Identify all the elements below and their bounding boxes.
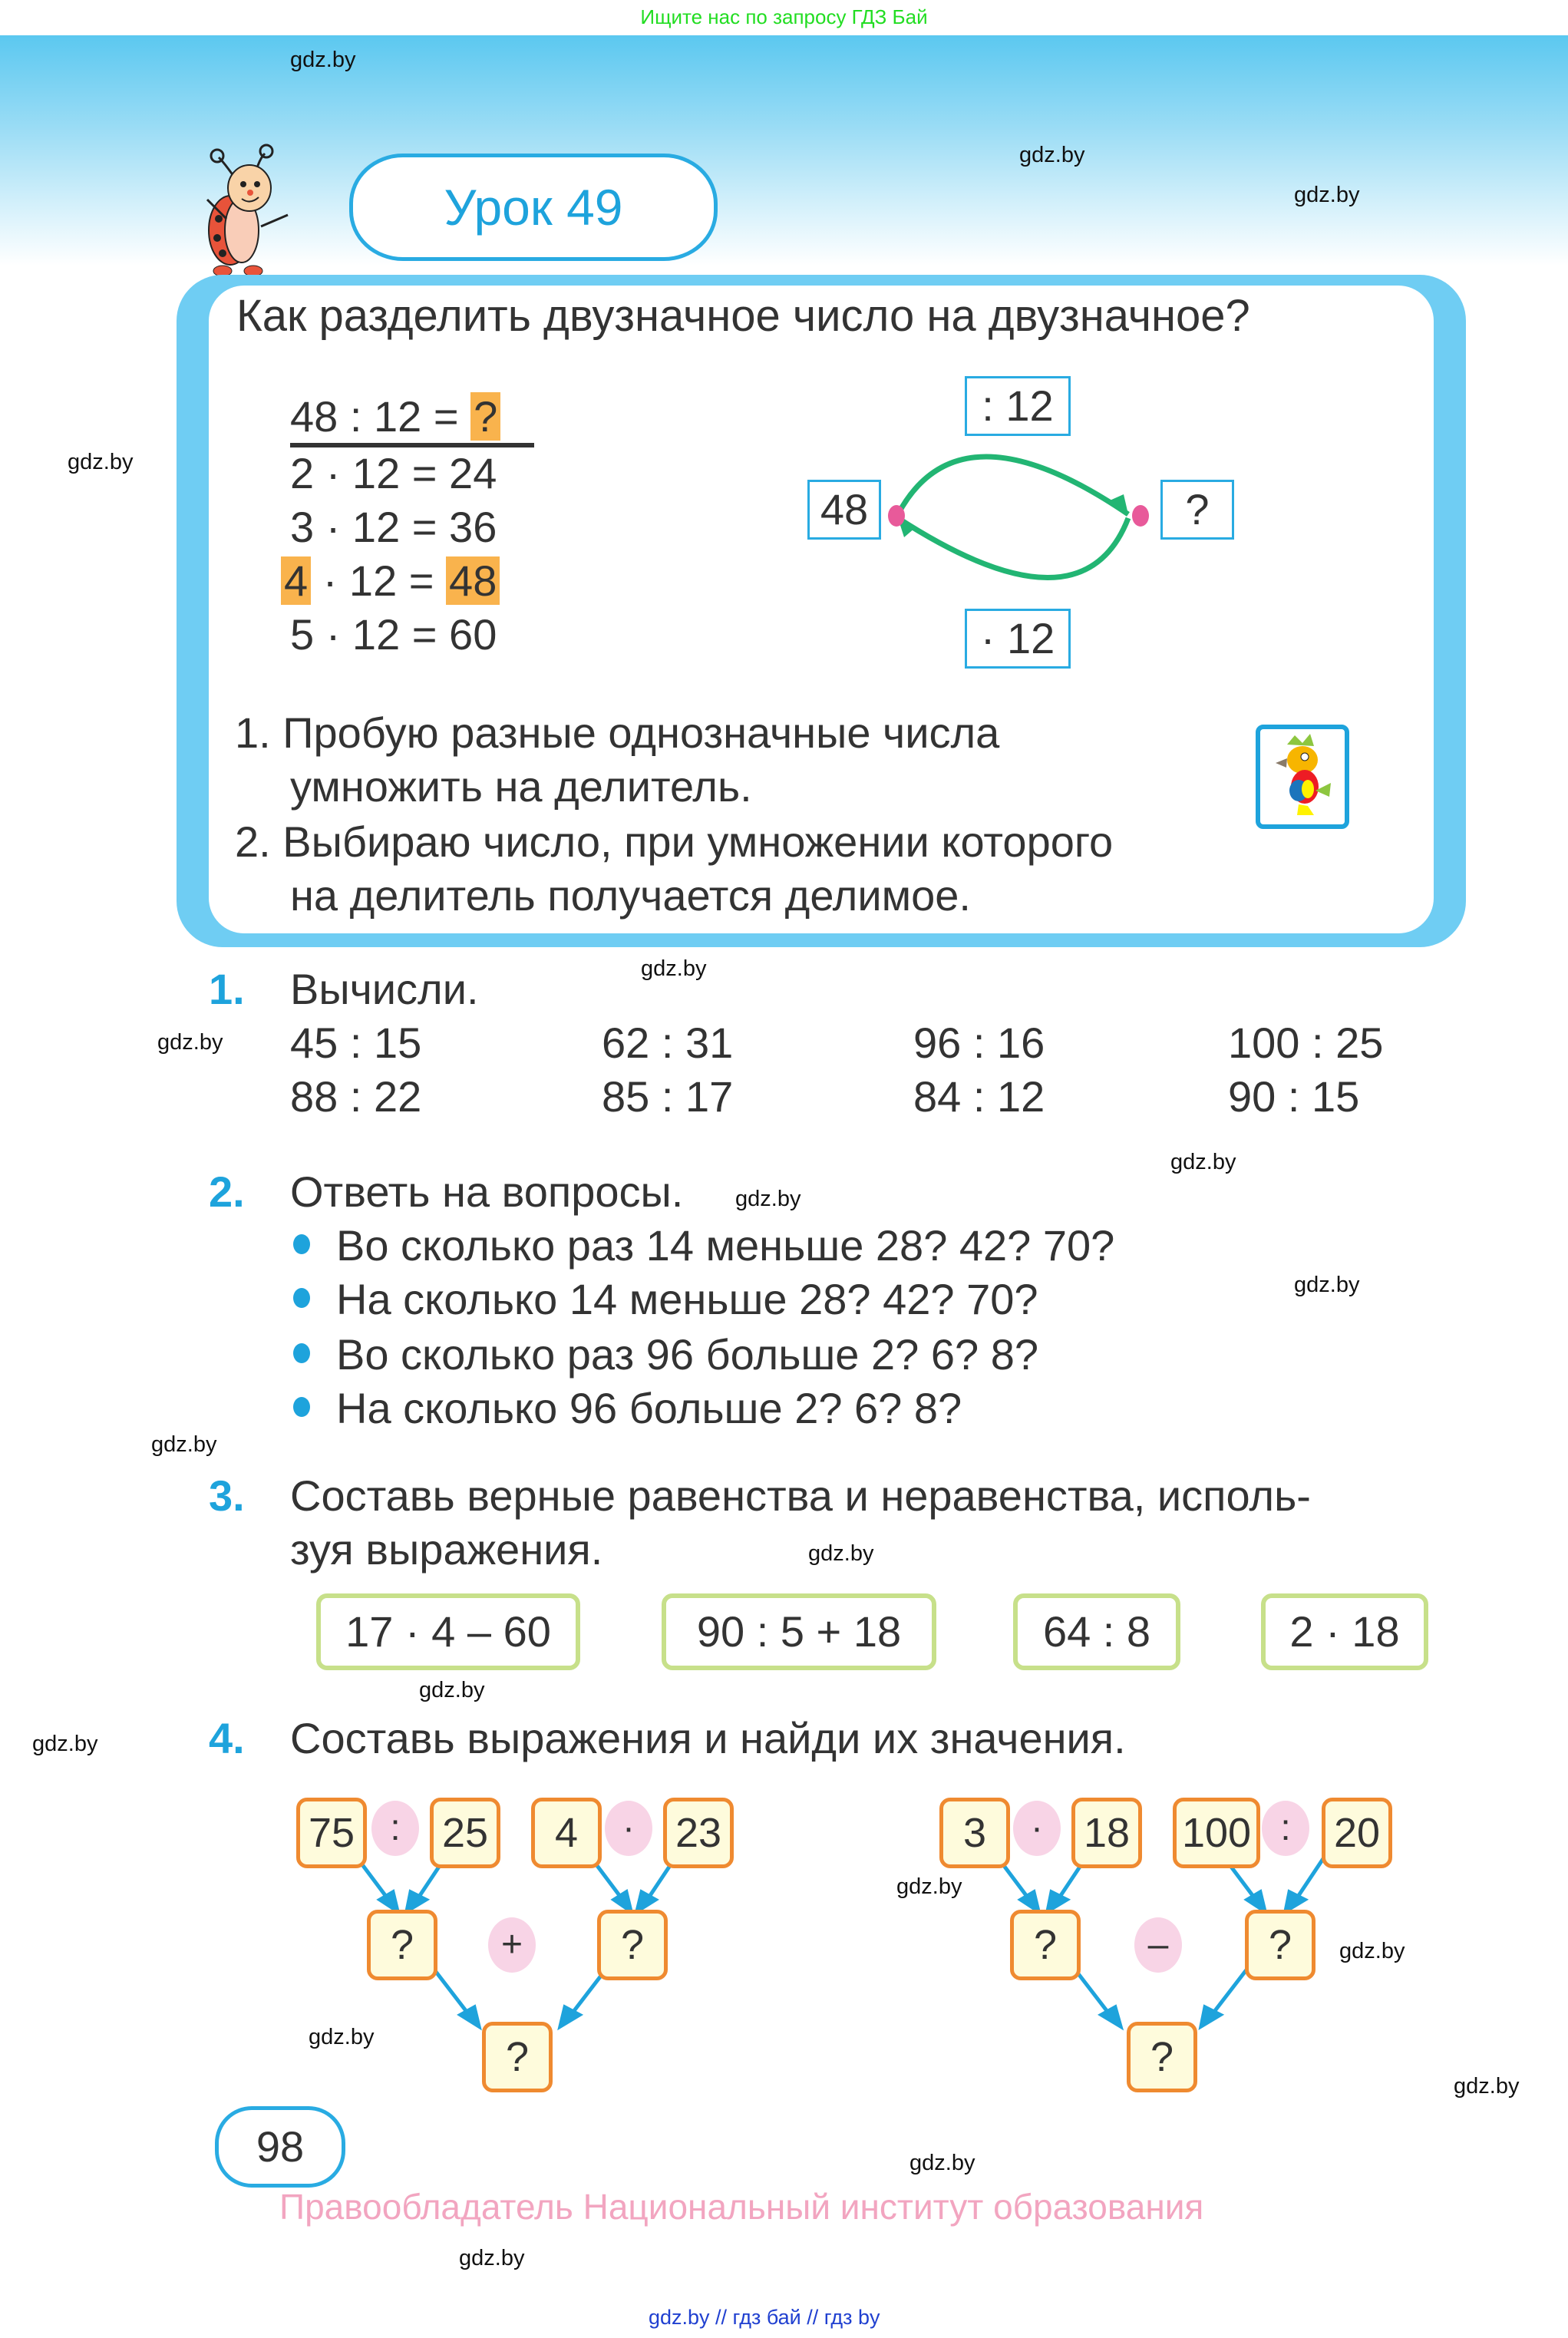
page-number: 98 [256, 2122, 305, 2171]
bullet-icon [293, 1288, 310, 1308]
answer-box[interactable]: ? [367, 1910, 437, 1980]
quotient-box: ? [1160, 480, 1234, 540]
question-item: Во сколько раз 14 меньше 28? 42? 70? [336, 1221, 1115, 1270]
watermark: gdz.by [290, 48, 356, 72]
question-item: На сколько 96 больше 2? 6? 8? [336, 1384, 962, 1432]
bullet-icon [293, 1397, 310, 1417]
step-number: 1. [235, 708, 271, 757]
trial-row-highlighted: 4 · 12 = 48 [281, 556, 500, 606]
watermark: gdz.by [151, 1432, 217, 1457]
watermark: gdz.by [68, 450, 134, 474]
task-number: 2. [209, 1167, 245, 1216]
watermark: gdz.by [1294, 1273, 1360, 1297]
expression: 84 : 12 [913, 1072, 1045, 1121]
divisor: 12 [352, 503, 401, 551]
watermark: gdz.by [1019, 143, 1085, 167]
trial-row: 5 · 12 = 60 [290, 610, 497, 659]
ladybug-icon [196, 142, 295, 276]
footer-links[interactable]: gdz.by // гдз бай // гдз by [649, 2306, 880, 2329]
operator-badge: : [1262, 1801, 1309, 1856]
operand-box: 4 [531, 1798, 602, 1868]
product: 60 [449, 610, 497, 659]
operand-box: 75 [296, 1798, 367, 1868]
multiply-by-box: · 12 [965, 609, 1071, 669]
copyright-notice: Правообладатель Национальный институт образования [279, 2187, 1204, 2227]
watermark: gdz.by [909, 2151, 975, 2175]
bullet-icon [293, 1234, 310, 1254]
factor-highlighted: 4 [281, 556, 311, 605]
step-2 [235, 817, 1113, 867]
watermark: gdz.by [1294, 183, 1360, 207]
step-text: Выбираю число, при умножении которого [282, 817, 1114, 866]
expression: 45 : 15 [290, 1019, 422, 1067]
answer-box[interactable]: ? [1127, 2022, 1197, 2092]
parrot-frame [1256, 725, 1349, 829]
divisor: 12 [373, 392, 422, 441]
question-item: Во сколько раз 96 больше 2? 6? 8? [336, 1330, 1038, 1379]
answer-box[interactable]: ? [1010, 1910, 1081, 1980]
factor: 2 [290, 449, 315, 497]
operator-badge: : [371, 1801, 419, 1856]
expression-card[interactable]: 2 · 18 [1261, 1593, 1428, 1670]
task-title: Составь выражения и найди их значения. [290, 1714, 1126, 1762]
operand-box: 3 [939, 1798, 1010, 1868]
trial-row: 2 · 12 = 24 [290, 449, 497, 497]
watermark: gdz.by [1454, 2074, 1520, 2099]
watermark: gdz.by [459, 2246, 525, 2270]
rule-question: Как разделить двузначное число на двузначное? [236, 291, 1250, 341]
operator-badge: · [1013, 1801, 1061, 1856]
step-number: 2. [235, 817, 271, 866]
watermark: gdz.by [735, 1187, 801, 1211]
expression: 88 : 22 [290, 1072, 422, 1121]
divisor: 12 [352, 610, 401, 659]
operand-box: 25 [430, 1798, 500, 1868]
operator-badge: – [1134, 1917, 1182, 1973]
answer-box[interactable]: ? [1245, 1910, 1315, 1980]
operand-box: 20 [1322, 1798, 1392, 1868]
trial-row: 3 · 12 = 36 [290, 503, 497, 551]
lesson-title: Урок 49 [444, 179, 623, 236]
product: 24 [449, 449, 497, 497]
expression: 100 : 25 [1228, 1019, 1384, 1067]
example-equation [290, 391, 534, 447]
factor: 3 [290, 503, 315, 551]
factor: 5 [290, 610, 315, 659]
expression: 85 : 17 [602, 1072, 734, 1121]
product: 36 [449, 503, 497, 551]
equals-sign: = [433, 392, 459, 441]
parrot-icon [1260, 729, 1345, 824]
search-banner[interactable]: Ищите нас по запросу ГДЗ Бай [640, 5, 928, 28]
inverse-operation-arrows [883, 430, 1159, 614]
step-text: Пробую разные однозначные числа [282, 708, 1000, 757]
operator-badge: · [605, 1801, 652, 1856]
step-2-cont: на делитель получается делимое. [290, 871, 971, 920]
watermark: gdz.by [808, 1541, 874, 1566]
page-number-cloud [215, 2106, 345, 2188]
step-1-cont: умножить на делитель. [290, 762, 752, 811]
unknown-quotient: ? [470, 392, 500, 441]
bullet-icon [293, 1343, 310, 1363]
operand-box: 100 [1173, 1798, 1260, 1868]
task-title: Вычисли. [290, 965, 479, 1013]
dividend: 48 [290, 392, 338, 441]
lesson-cloud [349, 154, 718, 261]
answer-box[interactable]: ? [597, 1910, 668, 1980]
watermark: gdz.by [1170, 1150, 1236, 1174]
watermark: gdz.by [1339, 1939, 1405, 1963]
answer-box[interactable]: ? [482, 2022, 553, 2092]
dividend-box: 48 [807, 480, 881, 540]
divisor: 12 [348, 556, 398, 605]
expression-card[interactable]: 90 : 5 + 18 [662, 1593, 936, 1670]
divide-by-box: : 12 [965, 376, 1071, 436]
task-number: 3. [209, 1471, 245, 1520]
expression-card[interactable]: 17 · 4 – 60 [316, 1593, 580, 1670]
watermark: gdz.by [896, 1874, 962, 1899]
product-highlighted: 48 [446, 556, 500, 605]
watermark: gdz.by [157, 1030, 223, 1055]
divide-sign: : [349, 392, 362, 441]
task-number: 1. [209, 965, 245, 1013]
step-1 [235, 708, 999, 758]
operator-badge: + [488, 1917, 536, 1973]
operand-box: 18 [1071, 1798, 1142, 1868]
watermark: gdz.by [32, 1732, 98, 1756]
watermark: gdz.by [309, 2025, 375, 2049]
task-title: Составь верные равенства и неравенства, исполь- [290, 1471, 1311, 1520]
expression: 96 : 16 [913, 1019, 1045, 1067]
question-item: На сколько 14 меньше 28? 42? 70? [336, 1275, 1038, 1323]
watermark: gdz.by [641, 956, 707, 981]
expression: 62 : 31 [602, 1019, 734, 1067]
watermark: gdz.by [419, 1678, 485, 1702]
task-title-cont: зуя выражения. [290, 1525, 603, 1574]
task-number: 4. [209, 1714, 245, 1762]
operand-box: 23 [663, 1798, 734, 1868]
expression: 90 : 15 [1228, 1072, 1360, 1121]
divisor: 12 [352, 449, 401, 497]
task-title: Ответь на вопросы. [290, 1167, 684, 1216]
expression-card[interactable]: 64 : 8 [1013, 1593, 1180, 1670]
